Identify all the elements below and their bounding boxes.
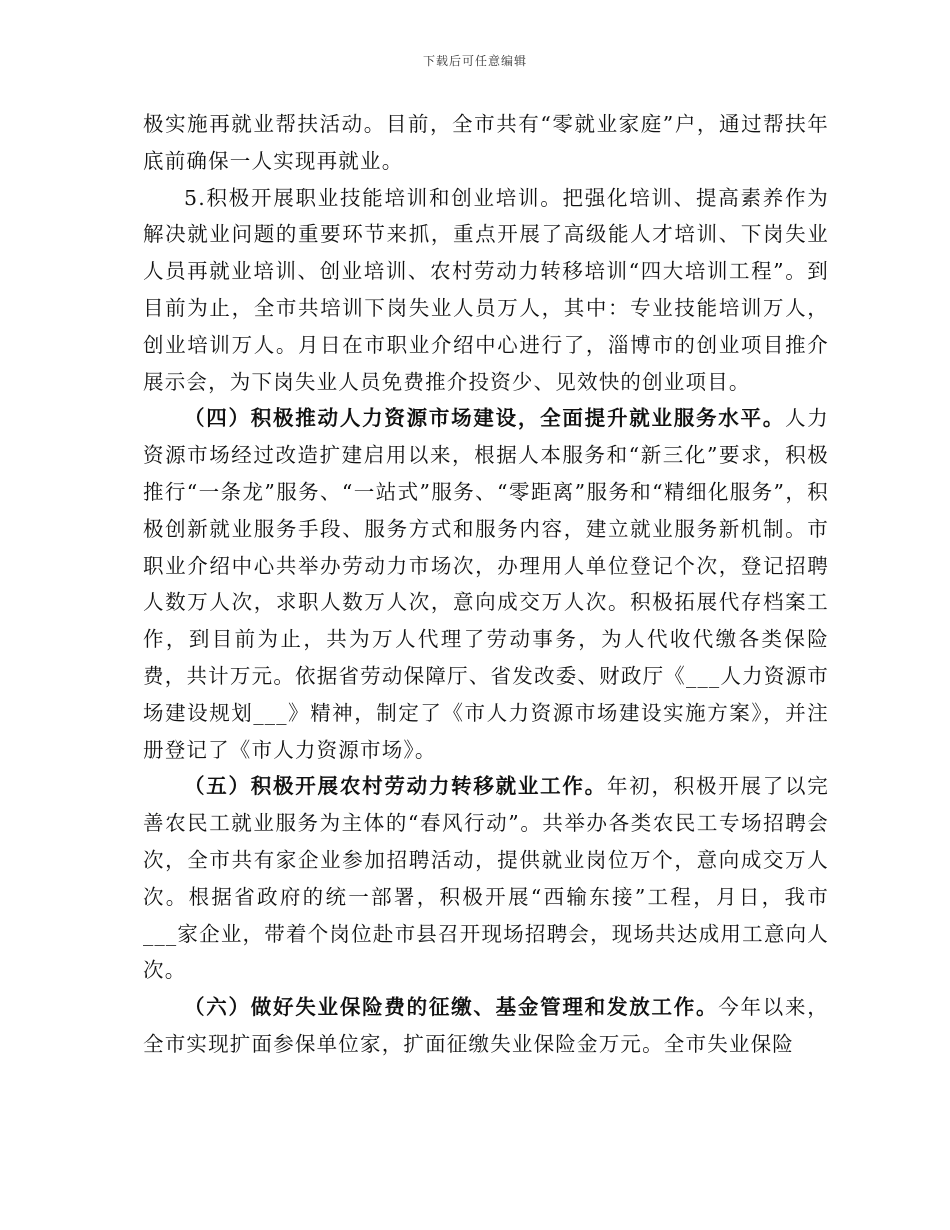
- paragraph-continuation: 极实施再就业帮扶活动。目前，全市共有“零就业家庭”户，通过帮扶年底前确保一人实现再就业。: [143, 112, 829, 173]
- document-body: [143, 106, 829, 1063]
- section-body-4: 人力资源市场经过改造扩建启用以来，根据人本服务和“新三化”要求，积极推行“一条龙”服务、“一站式”服务、“零距离”服务和“精细化服务”，积极创新就业服务手段、服务方式和服务内容，建立就业服务新机制。市职业介绍中心共举办劳动力市场次，办理用人单位登记个次，登记招聘人数万人次，求职人数万人次，意向成交万人次。积极拓展代存档案工作，到目前为止，共为万人代理了劳动事务，为人代收代缴各类保险费，共计万元。依据省劳动保障厅、省发改委、财政厅《___人力资源市场建设规划___》精神，制定了《市人力资源市场建设实施方案》，并注册登记了《市人力资源市场》。: [143, 406, 829, 762]
- paragraph-rural-labor: [143, 768, 829, 989]
- section-body-5: 年初，积极开展了以完善农民工就业服务为主体的“春风行动”。共举办各类农民工专场招聘会次，全市共有家企业参加招聘活动，提供就业岗位万个，意向成交万人次。根据省政府的统一部署，积极开展“西输东接”工程，月日，我市___家企业，带着个岗位赴市县召开现场招聘会，现场共达成用工意向人次。: [143, 774, 829, 983]
- paragraph-unemployment-insurance: [143, 989, 829, 1063]
- paragraph-training: 5.积极开展职业技能培训和创业培训。把强化培训、提高素养作为解决就业问题的重要环节来抓，重点开展了高级能人才培训、下岗失业人员再就业培训、创业培训、农村劳动力转移培训“四大培训工程”。到目前为止，全市共培训下岗失业人员万人，其中：专业技能培训万人，创业培训万人。月日在市职业介绍中心进行了，淄博市的创业项目推介展示会，为下岗失业人员免费推介投资少、见效快的创业项目。: [143, 185, 829, 394]
- paragraph-hr-market: [143, 400, 829, 768]
- section-heading-4: （四）积极推动人力资源市场建设，全面提升就业服务水平。: [184, 406, 786, 431]
- page-header: 下载后可任意编辑: [422, 54, 527, 68]
- section-heading-6: （六）做好失业保险费的征缴、基金管理和发放工作。: [184, 995, 719, 1020]
- section-body-6: 今年以来，全市实现扩面参保单位家，扩面征缴失业保险金万元。全市失业保险: [143, 995, 829, 1056]
- section-heading-5: （五）积极开展农村劳动力转移就业工作。: [184, 774, 607, 799]
